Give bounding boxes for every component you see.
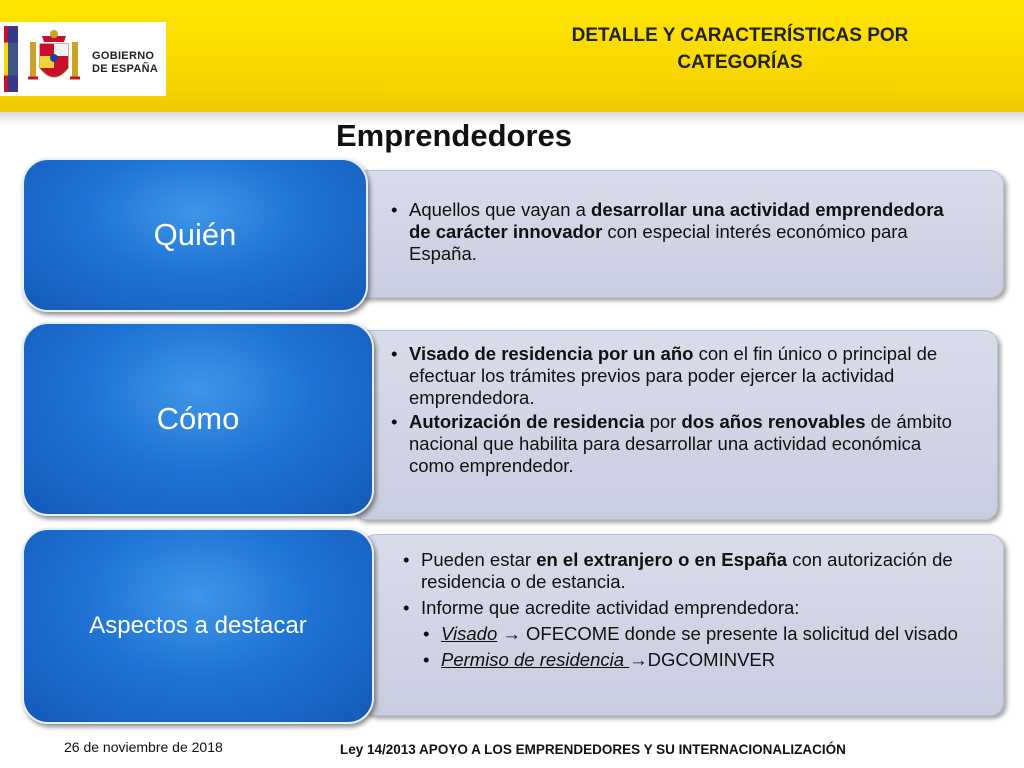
como-b2-b1: Autorización de residencia: [409, 411, 645, 432]
como-label-box: [22, 322, 374, 516]
page-title: Emprendedores: [336, 118, 573, 153]
header-title-line2: CATEGORÍAS: [677, 52, 803, 73]
coat-of-arms-icon: [26, 28, 82, 90]
como-b2-b2: dos años renovables: [681, 411, 866, 432]
visado-link[interactable]: Visado: [441, 623, 498, 644]
quien-b1-t1: Aquellos que vayan a: [409, 199, 592, 220]
aspectos-bullet-2: • Informe que acredite actividad emprendedora:: [401, 597, 981, 619]
aspectos-panel: [362, 534, 1004, 716]
footer-law: Ley 14/2013 APOYO A LOS EMPRENDEDORES Y SU INTERNACIONALIZACIÓN: [340, 742, 846, 757]
aspectos-bullet-1: [401, 549, 981, 593]
aspectos-b1-t2: con autorización de residencia o de estancia.: [421, 549, 953, 592]
quien-label: Quién: [153, 217, 237, 252]
como-bullet-1: [389, 343, 959, 409]
aspectos-sub2-t1: DGCOMINVER: [647, 649, 776, 670]
como-list: [389, 343, 959, 477]
aspectos-label-box: [22, 528, 374, 724]
quien-b1-b1: desarrollar una actividad emprendedora de carácter innovador: [409, 199, 944, 242]
logo-text-line2: DE ESPAÑA: [92, 63, 159, 75]
aspectos-sub-2: [421, 649, 981, 671]
como-label: Cómo: [156, 401, 240, 436]
como-b2-t2: de ámbito nacional que habilita para desarrollar una actividad económica como emprendedor.: [409, 411, 952, 476]
header-title-line1: DETALLE Y CARACTERÍSTICAS POR: [571, 25, 909, 46]
logo-text-line1: GOBIERNO: [92, 50, 155, 62]
arrow-icon: →: [497, 623, 527, 644]
aspectos-label: Aspectos a destacar: [89, 612, 307, 639]
eu-flag-strip: [8, 26, 18, 92]
aspectos-b1-b1: en el extranjero o en España: [536, 549, 788, 570]
quien-panel: [352, 170, 1004, 298]
quien-list: [389, 199, 969, 265]
permiso-link[interactable]: Permiso de residencia: [441, 649, 630, 670]
footer-date: 26 de noviembre de 2018: [64, 739, 223, 755]
como-b1-b1: Visado de residencia por un año: [409, 343, 694, 364]
aspectos-sub1-t1: OFECOME donde se presente la solicitud del visado: [526, 623, 958, 644]
aspectos-sub-1: [421, 623, 981, 645]
quien-label-box: [22, 158, 368, 312]
logo-text: [92, 50, 158, 76]
aspectos-b1-t1: Pueden estar: [421, 549, 537, 570]
quien-bullet-1: [389, 199, 969, 265]
arrow-icon: →: [629, 649, 648, 670]
quien-b1-t2: con especial interés económico para España.: [409, 221, 908, 264]
como-panel: [352, 330, 998, 520]
header-title: [520, 22, 960, 76]
como-b1-t1: con el fin único o principal de efectuar los trámites previos para poder ejercer la actividad emprendedora.: [409, 343, 938, 408]
aspectos-list: [401, 549, 981, 671]
como-b2-t1: por: [644, 411, 682, 432]
como-bullet-2: [389, 411, 959, 477]
